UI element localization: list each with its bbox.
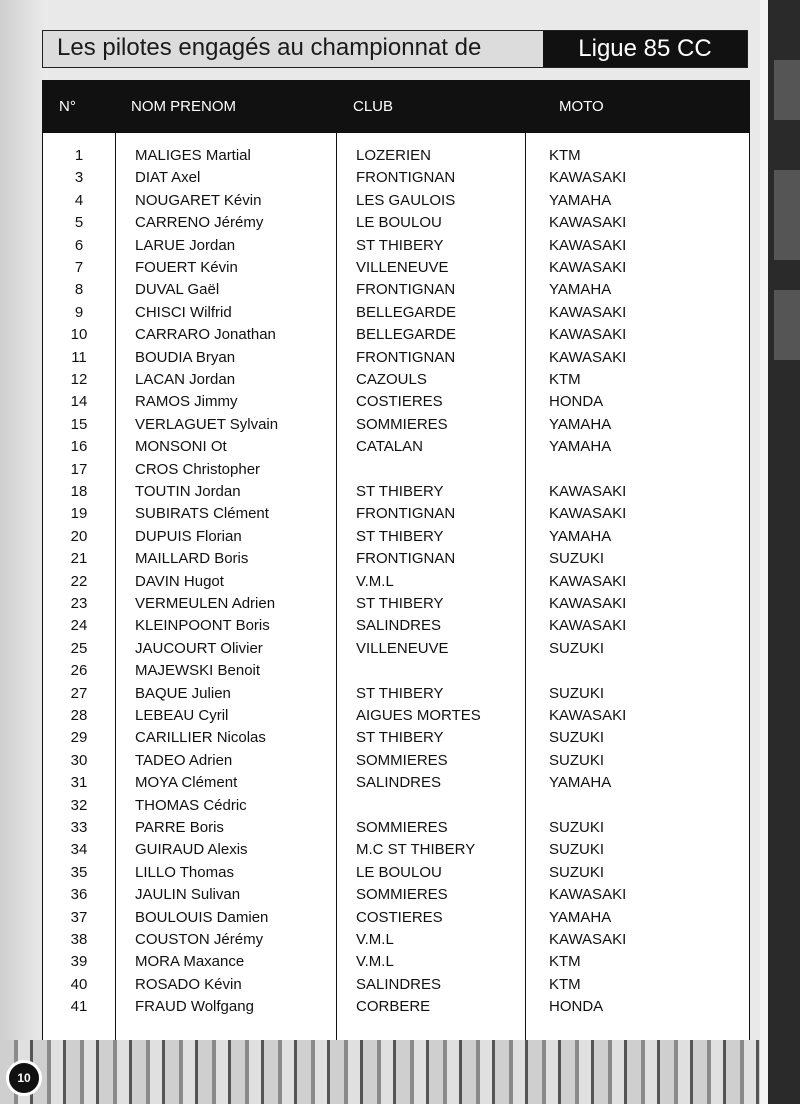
- rider-club: VILLENEUVE: [356, 259, 449, 276]
- rider-club: M.C ST THIBERY: [356, 841, 476, 859]
- table-row: [43, 683, 749, 705]
- rider-number: 37: [70, 908, 88, 926]
- rider-name: JAULIN Sulivan: [135, 886, 241, 904]
- rider-moto: SUZUKI: [549, 863, 605, 881]
- rider-club: SOMMIERES: [356, 886, 448, 904]
- rider-moto: KAWASAKI: [549, 617, 627, 635]
- rider-moto: SUZUKI: [549, 751, 605, 769]
- rider-number: 25: [70, 639, 88, 657]
- rider-club: ST THIBERY: [356, 595, 444, 612]
- rider-club: FRONTIGNAN: [356, 169, 456, 187]
- rider-club: CAZOULS: [356, 371, 427, 388]
- rider-name: DUPUIS Florian: [135, 527, 242, 545]
- rider-club: LE BOULOU: [356, 863, 442, 881]
- table-row: [43, 795, 749, 817]
- rider-name: DIAT Axel: [135, 169, 201, 187]
- header-club: CLUB: [353, 98, 394, 115]
- table-row: [43, 145, 749, 167]
- rider-number: 10: [70, 326, 88, 344]
- rider-number: 1: [74, 147, 84, 164]
- rider-number: 6: [74, 236, 84, 254]
- table-row: [43, 839, 749, 861]
- table-row: [43, 347, 749, 369]
- rider-club: SALINDRES: [356, 975, 442, 993]
- footer-photo-strip: [0, 1040, 760, 1104]
- rider-number: 38: [70, 931, 88, 948]
- rider-name: NOUGARET Kévin: [135, 191, 262, 209]
- rider-club: BELLEGARDE: [356, 303, 457, 321]
- rider-moto: KAWASAKI: [549, 707, 627, 724]
- table-row: [43, 459, 749, 481]
- rider-name: TOUTIN Jordan: [135, 483, 241, 500]
- rider-name: PARRE Boris: [135, 819, 224, 836]
- rider-name: MAJEWSKI Benoit: [135, 662, 261, 680]
- rider-club: BELLEGARDE: [356, 326, 457, 344]
- header-number: N°: [59, 98, 76, 115]
- rider-name: VERMEULEN Adrien: [135, 595, 276, 612]
- rider-club: SOMMIERES: [356, 751, 448, 769]
- rider-name: SUBIRATS Clément: [135, 505, 269, 523]
- rider-number: 33: [70, 819, 88, 836]
- rider-number: 19: [70, 505, 88, 523]
- table-row: [43, 481, 749, 503]
- rider-moto: KAWASAKI: [549, 886, 627, 904]
- rider-moto: SUZUKI: [549, 841, 605, 859]
- rider-club: SALINDRES: [356, 617, 442, 635]
- left-decorative-strip: [0, 0, 48, 1104]
- rider-name: CARRARO Jonathan: [135, 326, 276, 344]
- table-row: [43, 884, 749, 906]
- rider-number: 40: [70, 975, 88, 993]
- rider-moto: YAMAHA: [549, 281, 612, 299]
- rider-number: 16: [70, 438, 88, 456]
- rider-moto: KAWASAKI: [549, 483, 627, 500]
- rider-name: BOULOUIS Damien: [135, 908, 269, 926]
- rider-number: 12: [70, 371, 88, 388]
- rider-moto: KAWASAKI: [549, 595, 627, 612]
- rider-club: V.M.L: [356, 953, 394, 971]
- rider-club: FRONTIGNAN: [356, 550, 456, 568]
- rider-name: FOUERT Kévin: [135, 259, 238, 276]
- adjacent-page-edge: [760, 0, 800, 1104]
- rider-number: 20: [70, 527, 88, 545]
- rider-moto: YAMAHA: [549, 527, 612, 545]
- rider-name: LARUE Jordan: [135, 236, 236, 254]
- table-row: [43, 414, 749, 436]
- rider-number: 24: [70, 617, 88, 635]
- table-row: [43, 279, 749, 301]
- table-row: [43, 212, 749, 234]
- rider-name: THOMAS Cédric: [135, 796, 247, 814]
- rider-moto: KAWASAKI: [549, 348, 627, 366]
- table-row: [43, 369, 749, 391]
- table-row: [43, 526, 749, 548]
- rider-number: 9: [74, 303, 84, 321]
- table-row: [43, 862, 749, 884]
- rider-number: 30: [70, 751, 88, 769]
- rider-number: 17: [70, 460, 88, 478]
- rider-club: ST THIBERY: [356, 684, 444, 702]
- rider-moto: SUZUKI: [549, 819, 605, 836]
- photo-fragment: [774, 60, 800, 120]
- rider-moto: SUZUKI: [549, 639, 605, 657]
- rider-number: 4: [74, 191, 84, 209]
- rider-club: ST THIBERY: [356, 483, 444, 500]
- table-row: [43, 391, 749, 413]
- table-row: [43, 996, 749, 1018]
- rider-club: SOMMIERES: [356, 415, 448, 433]
- rider-club: LOZERIEN: [356, 147, 432, 164]
- table-row: [43, 190, 749, 212]
- table-row: [43, 727, 749, 749]
- rider-name: MAILLARD Boris: [135, 550, 249, 568]
- rider-moto: KAWASAKI: [549, 214, 627, 232]
- rider-number: 21: [70, 550, 88, 568]
- rider-number: 5: [74, 214, 84, 232]
- title-bar: [42, 30, 748, 68]
- rider-moto: YAMAHA: [549, 438, 612, 456]
- rider-name: KLEINPOONT Boris: [135, 617, 270, 635]
- rider-number: 31: [70, 774, 88, 792]
- table-row: [43, 436, 749, 458]
- rider-club: FRONTIGNAN: [356, 281, 456, 299]
- rider-number: 28: [70, 707, 88, 724]
- table-row: [43, 929, 749, 951]
- rider-club: LE BOULOU: [356, 214, 442, 232]
- rider-number: 22: [70, 572, 88, 590]
- rider-club: SOMMIERES: [356, 819, 448, 836]
- rider-moto: SUZUKI: [549, 729, 605, 747]
- rider-name: LEBEAU Cyril: [135, 707, 229, 724]
- rider-number: 3: [74, 169, 84, 187]
- table-row: [43, 750, 749, 772]
- rider-moto: KAWASAKI: [549, 572, 627, 590]
- rider-name: CARRENO Jérémy: [135, 214, 264, 232]
- rider-name: JAUCOURT Olivier: [135, 639, 263, 657]
- rider-name: MALIGES Martial: [135, 147, 251, 164]
- rider-name: LACAN Jordan: [135, 371, 236, 388]
- league-label: Ligue 85 CC: [543, 31, 747, 67]
- rider-number: 39: [70, 953, 88, 971]
- table-row: [43, 324, 749, 346]
- rider-moto: KAWASAKI: [549, 931, 627, 948]
- rider-name: ROSADO Kévin: [135, 975, 242, 993]
- page-edge: [760, 0, 768, 1104]
- photo-fragment: [774, 290, 800, 360]
- rider-name: CARILLIER Nicolas: [135, 729, 266, 747]
- rider-name: LILLO Thomas: [135, 863, 234, 881]
- rider-moto: KAWASAKI: [549, 303, 627, 321]
- rider-moto: KTM: [549, 147, 581, 164]
- header-name: NOM PRENOM: [131, 98, 236, 115]
- table-row: [43, 974, 749, 996]
- rider-club: FRONTIGNAN: [356, 348, 456, 366]
- rider-number: 35: [70, 863, 88, 881]
- rider-number: 14: [70, 393, 88, 411]
- rider-club: V.M.L: [356, 931, 394, 948]
- rider-number: 27: [70, 684, 88, 702]
- table-row: [43, 705, 749, 727]
- table-row: [43, 772, 749, 794]
- rider-moto: KAWASAKI: [549, 169, 627, 187]
- rider-name: CROS Christopher: [135, 460, 261, 478]
- rider-number: 23: [70, 595, 88, 612]
- table-row: [43, 907, 749, 929]
- rider-number: 41: [70, 998, 88, 1016]
- table-row: [43, 593, 749, 615]
- rider-number: 15: [70, 415, 88, 433]
- table-row: [43, 817, 749, 839]
- rider-name: MORA Maxance: [135, 953, 245, 971]
- rider-moto: KAWASAKI: [549, 505, 627, 523]
- page-title: Les pilotes engagés au championnat de: [57, 34, 482, 61]
- rider-club: V.M.L: [356, 572, 394, 590]
- table-row: [43, 660, 749, 682]
- rider-club: ST THIBERY: [356, 729, 444, 747]
- rider-moto: YAMAHA: [549, 774, 612, 792]
- table-row: [43, 548, 749, 570]
- rider-club: FRONTIGNAN: [356, 505, 456, 523]
- page-number-badge: 10: [6, 1060, 42, 1096]
- rider-moto: KTM: [549, 953, 581, 971]
- table-row: [43, 302, 749, 324]
- rider-number: 29: [70, 729, 88, 747]
- rider-name: VERLAGUET Sylvain: [135, 415, 279, 433]
- rider-number: 7: [74, 259, 84, 276]
- rider-club: LES GAULOIS: [356, 191, 456, 209]
- rider-name: DAVIN Hugot: [135, 572, 224, 590]
- table-row: [43, 571, 749, 593]
- rider-club: ST THIBERY: [356, 236, 444, 254]
- rider-club: VILLENEUVE: [356, 639, 449, 657]
- rider-number: 18: [70, 483, 88, 500]
- rider-name: MOYA Clément: [135, 774, 238, 792]
- rider-moto: KAWASAKI: [549, 326, 627, 344]
- rider-moto: KTM: [549, 975, 581, 993]
- rider-name: CHISCI Wilfrid: [135, 303, 232, 321]
- rider-club: SALINDRES: [356, 774, 442, 792]
- header-moto: MOTO: [559, 98, 604, 115]
- rider-moto: HONDA: [549, 998, 604, 1016]
- rider-name: TADEO Adrien: [135, 751, 233, 769]
- rider-name: GUIRAUD Alexis: [135, 841, 248, 859]
- table-row: [43, 638, 749, 660]
- rider-number: 26: [70, 662, 88, 680]
- rider-name: RAMOS Jimmy: [135, 393, 238, 411]
- rider-club: COSTIERES: [356, 393, 443, 411]
- rider-name: DUVAL Gaël: [135, 281, 220, 299]
- rider-number: 34: [70, 841, 88, 859]
- rider-moto: KTM: [549, 371, 581, 388]
- rider-number: 36: [70, 886, 88, 904]
- rider-club: AIGUES MORTES: [356, 707, 481, 724]
- table-header: [43, 81, 749, 133]
- table-row: [43, 951, 749, 973]
- rider-name: MONSONI Ot: [135, 438, 227, 456]
- rider-moto: YAMAHA: [549, 415, 612, 433]
- rider-club: CORBERE: [356, 998, 431, 1016]
- rider-number: 32: [70, 796, 88, 814]
- rider-moto: KAWASAKI: [549, 236, 627, 254]
- rider-moto: SUZUKI: [549, 684, 605, 702]
- rider-moto: SUZUKI: [549, 550, 605, 568]
- rider-name: COUSTON Jérémy: [135, 931, 264, 948]
- table-row: [43, 503, 749, 525]
- rider-number: 11: [71, 348, 87, 366]
- rider-name: BAQUE Julien: [135, 684, 231, 702]
- rider-moto: HONDA: [549, 393, 604, 411]
- table-row: [43, 615, 749, 637]
- rider-moto: YAMAHA: [549, 908, 612, 926]
- rider-moto: KAWASAKI: [549, 259, 627, 276]
- rider-name: BOUDIA Bryan: [135, 348, 236, 366]
- photo-fragment: [774, 170, 800, 260]
- rider-club: CATALAN: [356, 438, 423, 456]
- rider-moto: YAMAHA: [549, 191, 612, 209]
- table-row: [43, 257, 749, 279]
- table-row: [43, 167, 749, 189]
- rider-number: 8: [74, 281, 84, 299]
- rider-club: COSTIERES: [356, 908, 443, 926]
- rider-club: ST THIBERY: [356, 527, 444, 545]
- rider-name: FRAUD Wolfgang: [135, 998, 254, 1016]
- table-row: [43, 235, 749, 257]
- riders-table: [42, 80, 750, 1042]
